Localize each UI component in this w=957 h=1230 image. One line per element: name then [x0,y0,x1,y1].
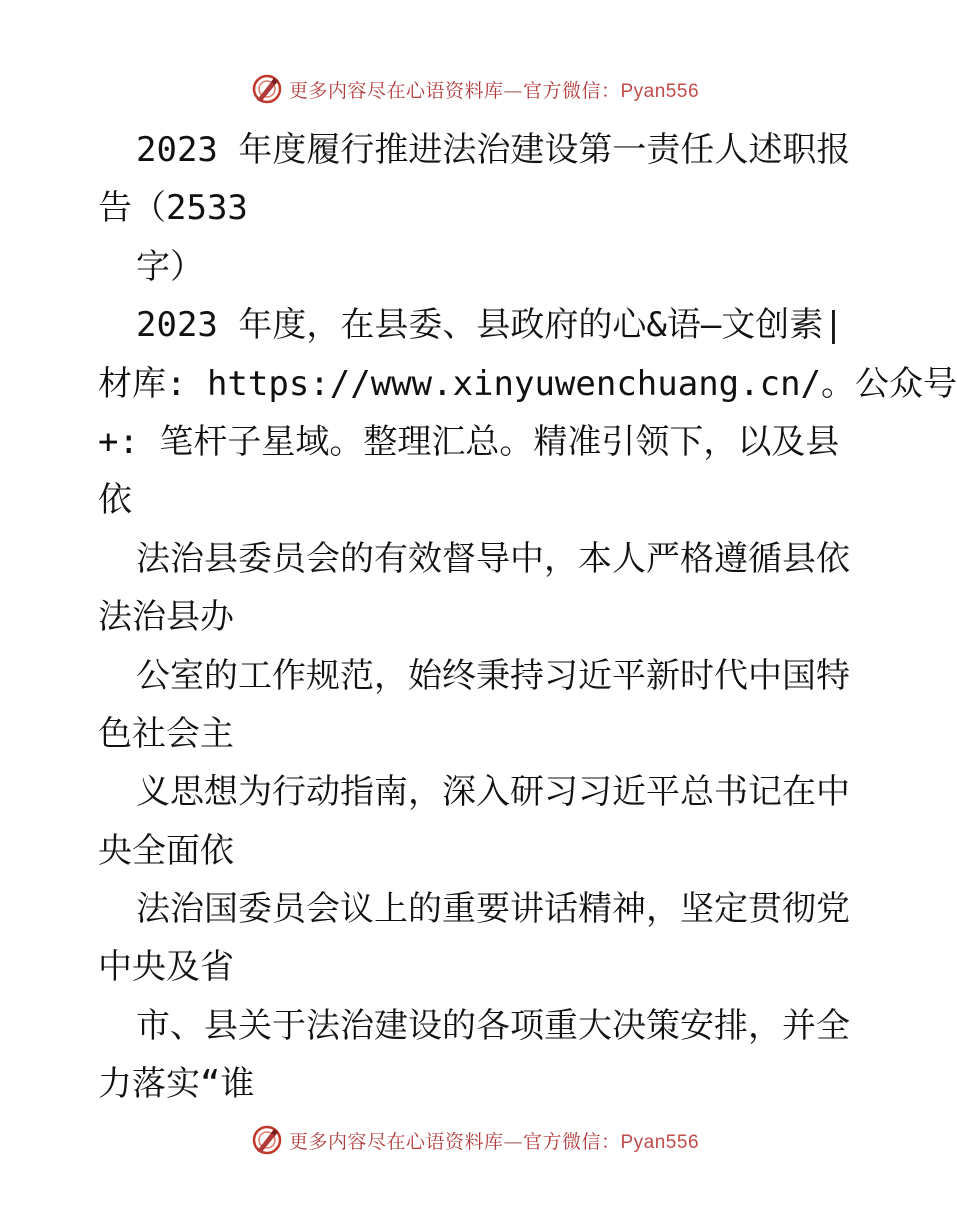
text-line: 义思想为行动指南，深入研习习近平总书记在中 [136,772,850,813]
watermark-separator: — [503,79,523,102]
text-line: +: 笔杆子星域。整理汇总。精准引领下，以及县 [98,421,840,462]
watermark-account: Pyan556 [620,1131,700,1153]
text-line: 依 [98,480,132,521]
pen-logo-icon [251,1124,283,1156]
watermark-suffix: 官方微信： [522,1130,621,1153]
watermark-separator: — [503,1130,523,1153]
watermark-main: 更多内容尽在心语资料库 [288,1130,504,1153]
text-line: 2023 年度，在县委、县政府的心&语—文创素| [136,305,844,346]
text-line: 法治国委员会议上的重要讲话精神，坚定贯彻党 [136,889,850,930]
text-line: 央全面依 [98,830,234,871]
document-body [98,121,957,1114]
pen-logo-icon [251,73,283,105]
text-line: 2023 年度履行推进法治建设第一责任人述职报 [136,130,851,170]
watermark-account: Pyan556 [620,80,700,102]
text-line: 字） [136,246,204,287]
text-line: 法治县办 [98,597,234,638]
text-line: 中央及省 [98,947,234,988]
text-line: 材库: https://www.xinyuwenchuang.cn/。公众号 [98,363,957,404]
header-watermark [0,72,950,106]
text-line: 市、县关于法治建设的各项重大决策安排，并全 [136,1005,850,1046]
text-line: 法治县委员会的有效督导中，本人严格遵循县依 [136,538,850,579]
text-line: 色社会主 [98,713,234,754]
watermark-main: 更多内容尽在心语资料库 [288,79,504,102]
footer-watermark [0,1123,950,1157]
text-line: 公室的工作规范，始终秉持习近平新时代中国特 [136,655,850,696]
watermark-text [289,76,699,103]
watermark-text [289,1127,699,1154]
text-line: 告（2533 [98,188,248,229]
watermark-suffix: 官方微信： [522,79,621,102]
text-line: 力落实“谁 [98,1064,255,1105]
